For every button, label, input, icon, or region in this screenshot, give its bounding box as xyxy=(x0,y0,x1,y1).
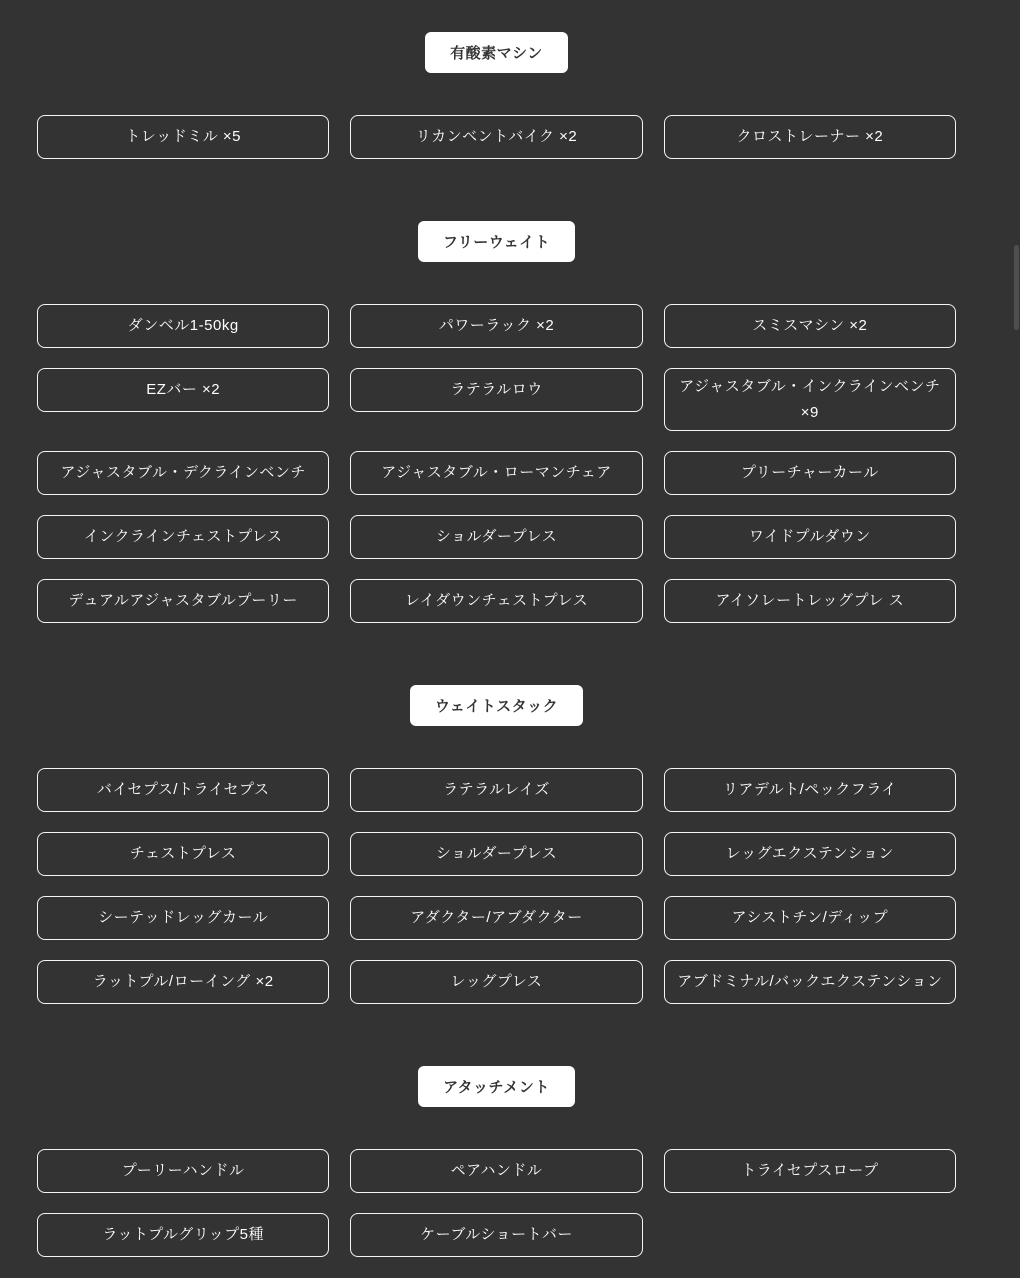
equipment-button[interactable]: ケーブルショートバー xyxy=(350,1213,642,1257)
equipment-section xyxy=(37,685,956,1004)
equipment-button[interactable]: アジャスタブル・ローマンチェア xyxy=(350,451,642,495)
equipment-button[interactable]: パワーラック ×2 xyxy=(350,304,642,348)
equipment-grid xyxy=(37,768,956,1004)
equipment-button[interactable]: アジャスタブル・インクラインベンチ ×9 xyxy=(664,368,956,431)
equipment-button[interactable]: アイソレートレッグプレ ス xyxy=(664,579,956,623)
scrollbar-thumb[interactable] xyxy=(1014,245,1019,330)
equipment-button[interactable]: プリーチャーカール xyxy=(664,451,956,495)
equipment-button[interactable]: トレッドミル ×5 xyxy=(37,115,329,159)
equipment-grid xyxy=(37,1149,956,1257)
equipment-button[interactable]: チェストプレス xyxy=(37,832,329,876)
equipment-button[interactable]: アジャスタブル・デクラインベンチ xyxy=(37,451,329,495)
equipment-button[interactable]: ワイドプルダウン xyxy=(664,515,956,559)
equipment-button[interactable]: リアデルト/ペックフライ xyxy=(664,768,956,812)
equipment-button[interactable]: ラテラルロウ xyxy=(350,368,642,412)
equipment-button[interactable]: アダクター/アブダクター xyxy=(350,896,642,940)
equipment-section xyxy=(37,32,956,159)
equipment-button[interactable]: ショルダープレス xyxy=(350,515,642,559)
equipment-button[interactable]: ショルダープレス xyxy=(350,832,642,876)
equipment-button[interactable]: ペアハンドル xyxy=(350,1149,642,1193)
equipment-button[interactable]: アシストチン/ディップ xyxy=(664,896,956,940)
equipment-button[interactable]: レイダウンチェストプレス xyxy=(350,579,642,623)
equipment-button[interactable]: アブドミナル/バックエクステンション xyxy=(664,960,956,1004)
section-title: フリーウェイト xyxy=(418,221,575,262)
equipment-button[interactable]: トライセプスロープ xyxy=(664,1149,956,1193)
equipment-button[interactable]: ラテラルレイズ xyxy=(350,768,642,812)
equipment-button[interactable]: リカンベントバイク ×2 xyxy=(350,115,642,159)
equipment-button[interactable]: デュアルアジャスタブルプーリー xyxy=(37,579,329,623)
gym-equipment-page xyxy=(37,0,956,1257)
equipment-grid xyxy=(37,115,956,159)
section-title: アタッチメント xyxy=(418,1066,575,1107)
equipment-button[interactable]: EZバー ×2 xyxy=(37,368,329,412)
section-title: 有酸素マシン xyxy=(425,32,568,73)
equipment-button[interactable]: ラットプル/ローイング ×2 xyxy=(37,960,329,1004)
equipment-button[interactable]: クロストレーナー ×2 xyxy=(664,115,956,159)
equipment-button[interactable]: スミスマシン ×2 xyxy=(664,304,956,348)
equipment-section xyxy=(37,221,956,623)
equipment-button[interactable]: プーリーハンドル xyxy=(37,1149,329,1193)
equipment-button[interactable]: ラットプルグリップ5種 xyxy=(37,1213,329,1257)
equipment-button[interactable]: レッグプレス xyxy=(350,960,642,1004)
equipment-button[interactable]: ダンベル1-50kg xyxy=(37,304,329,348)
section-title: ウェイトスタック xyxy=(410,685,583,726)
equipment-section xyxy=(37,1066,956,1257)
equipment-button[interactable]: バイセプス/トライセプス xyxy=(37,768,329,812)
equipment-button[interactable]: インクラインチェストプレス xyxy=(37,515,329,559)
equipment-grid xyxy=(37,304,956,623)
equipment-button[interactable]: シーテッドレッグカール xyxy=(37,896,329,940)
equipment-button[interactable]: レッグエクステンション xyxy=(664,832,956,876)
